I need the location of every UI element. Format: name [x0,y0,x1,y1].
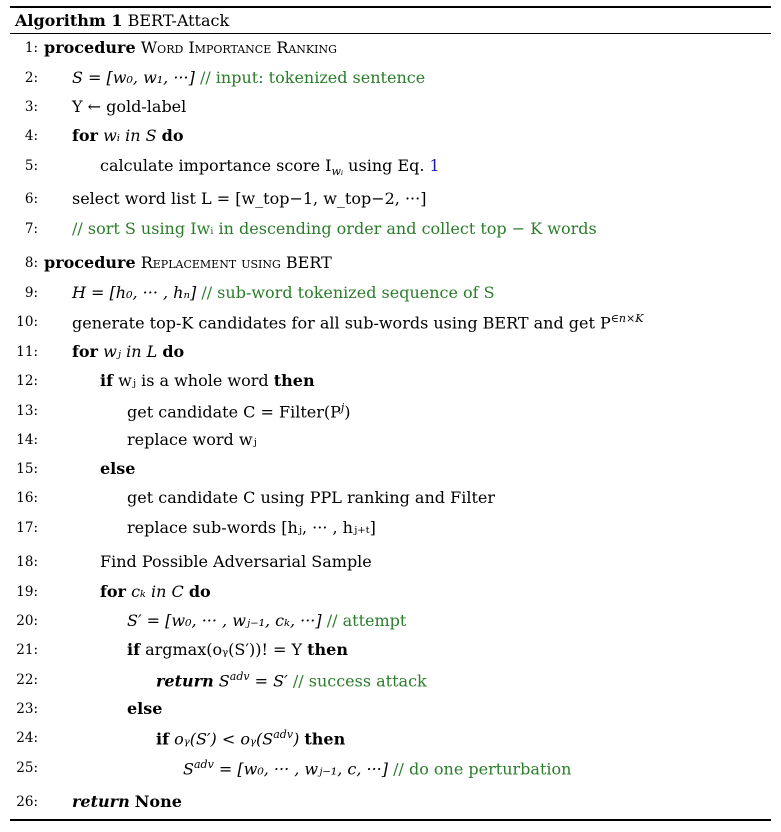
equation-ref-link[interactable]: 1 [429,156,440,175]
line-number: 24: [16,730,38,746]
line-3 [0,97,781,119]
line-8 [0,253,781,275]
statement: S = [w₀, w₁, ···] [72,68,195,87]
keyword: procedure [44,38,136,57]
keyword: do [162,342,185,361]
line-number: 13: [16,403,38,419]
keyword: if [156,729,169,749]
line-23 [0,699,781,721]
line-24 [0,728,781,750]
line-2 [0,68,781,90]
superscript: adv [229,670,250,683]
statement: None [134,792,182,811]
bottom-rule [10,819,771,821]
keyword: procedure [44,253,136,272]
keyword: if [127,640,140,659]
superscript: adv [193,758,214,771]
line-16 [0,488,781,510]
line-number: 18: [16,554,38,570]
keyword: else [100,459,136,478]
statement: ) [293,729,300,749]
line-9 [0,283,781,305]
keyword: do [188,582,211,601]
statement: wⱼ in L [103,342,158,361]
keyword: return [72,792,130,811]
line-number: 3: [24,99,38,115]
line-7 [0,219,781,241]
line-number: 16: [16,490,38,506]
statement: using Eq. [343,156,430,175]
line-19 [0,582,781,604]
line-10 [0,312,781,334]
statement: calculate importance score I [100,156,332,175]
line-11 [0,342,781,364]
keyword: then [307,640,348,659]
keyword: then [273,371,315,390]
line-number: 5: [24,158,38,174]
algorithm-label: Algorithm 1 [15,11,123,30]
keyword: for [72,342,98,361]
statement: replace word wⱼ [127,430,257,449]
comment: // input: tokenized sentence [199,68,426,87]
line-5 [0,156,781,178]
line-number: 12: [16,373,38,389]
line-number: 19: [16,584,38,600]
line-number: 22: [16,672,38,688]
top-rule [10,6,771,8]
line-number: 11: [16,344,38,360]
statement: H = [h₀, ··· , hₙ] [72,283,197,302]
keyword: then [304,729,346,749]
statement: ) [344,402,351,422]
comment: // sort S using Iwᵢ in descending order and collect top − K words [72,219,597,238]
line-25 [0,758,781,780]
statement: replace sub-words [hⱼ, ··· , hⱼ₊ₜ] [127,518,376,537]
line-14 [0,430,781,452]
statement: get candidate C = Filter(P [127,402,341,422]
statement: cₖ in C [131,582,184,601]
keyword: return [156,671,214,691]
statement: Find Possible Adversarial Sample [100,552,372,571]
keyword: for [100,582,126,601]
line-number: 21: [16,642,38,658]
line-number: 6: [24,191,38,207]
statement: Y ← gold-label [72,97,187,116]
superscript: ∈n×K [610,312,644,325]
comment: // do one perturbation [393,759,572,779]
line-number: 23: [16,701,38,717]
line-26 [0,792,781,814]
line-21 [0,640,781,662]
line-20 [0,611,781,633]
statement: argmax(oᵧ(S′))! = Y [145,640,303,659]
line-number: 14: [16,432,38,448]
subscript: wᵢ [331,165,344,179]
line-number: 26: [16,794,38,810]
line-number: 4: [24,128,38,144]
line-number: 25: [16,760,38,776]
line-12 [0,371,781,393]
line-number: 20: [16,613,38,629]
superscript: j [340,401,345,414]
comment: // sub-word tokenized sequence of S [201,283,495,302]
comment: // attempt [326,611,407,630]
superscript: adv [273,728,294,741]
statement: = S′ [249,671,288,691]
statement: S [218,671,230,691]
line-6 [0,189,781,211]
line-number: 8: [24,255,38,271]
keyword: if [100,371,113,390]
procedure-name: Word Importance Ranking [140,38,337,57]
statement: S′ = [w₀, ··· , wⱼ₋₁, cₖ, ···] [127,611,322,630]
statement: get candidate C using PPL ranking and Filter [127,488,495,507]
statement: = [w₀, ··· , wⱼ₋₁, c, ···] [213,759,388,779]
statement: wⱼ is a whole word [118,371,269,390]
line-1 [0,38,781,60]
line-13 [0,401,781,423]
algorithm-title [15,11,229,30]
header-rule [10,33,771,34]
statement: generate top-K candidates for all sub-words using BERT and get P [72,313,611,333]
statement: select word list L = [w_top−1, w_top−2, ···] [72,189,427,208]
line-number: 15: [16,461,38,477]
keyword: do [161,126,184,145]
procedure-name: Replacement using BERT [140,253,332,272]
keyword: for [72,126,98,145]
line-number: 17: [16,520,38,536]
line-22 [0,670,781,692]
line-number: 9: [24,285,38,301]
line-17 [0,518,781,540]
line-number: 7: [24,221,38,237]
line-number: 1: [24,40,38,56]
statement: oᵧ(S′) < oᵧ(S [174,729,274,749]
line-4 [0,126,781,148]
line-number: 10: [16,314,38,330]
line-15 [0,459,781,481]
line-18 [0,552,781,574]
comment: // success attack [292,671,427,691]
line-number: 2: [24,70,38,86]
algorithm-name: BERT-Attack [127,11,230,30]
statement: wᵢ in S [103,126,157,145]
keyword: else [127,699,163,718]
statement: S [183,759,194,779]
